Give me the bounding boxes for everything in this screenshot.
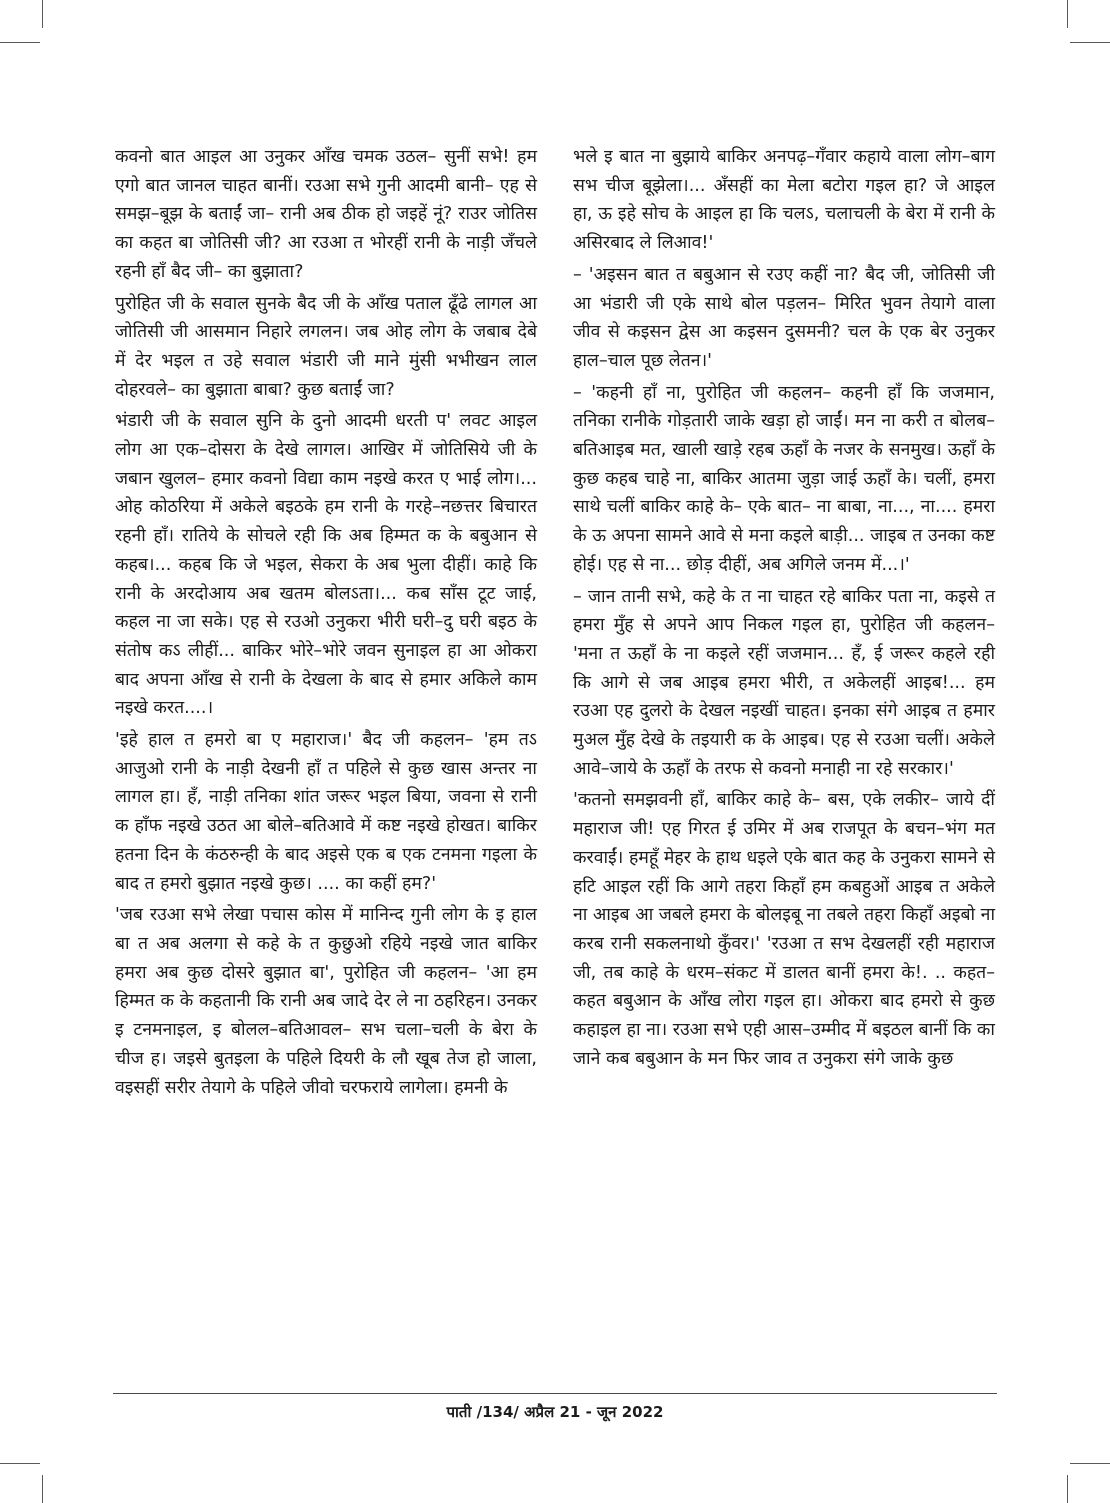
- page-footer: पाती /134/ अप्रैल 21 - जून 2022: [446, 1403, 664, 1421]
- paragraph: 'इहे हाल त हमरो बा ए महाराज।' बैद जी कहलन– 'हम तऽ आजुओ रानी के नाड़ी देखनी हाँ त पहिले से कुछ खास अन्तर ना लागल हा। हँ, नाड़ी तनिका शांत जरूर भइल बिया, जवना से रानी क हाँफ नइखे उठत आ बोले–बतिआवे में कष्ट नइखे होखत। बाकिर हतना दिन के कंठरुन्ही के बाद अइसे एक ब एक टनमना गइला के बाद त हमरो बुझात नइखे कुछ। .... का कहीं हम?': [115, 730, 537, 894]
- right-column: [573, 143, 995, 1077]
- paragraph: पुरोहित जी के सवाल सुनके बैद जी के आँख पताल ढूँढे लागल आ जोतिसी जी आसमान निहारे लगलन। जब ओह लोग के जबाब देबे में देर भइल त उहे सवाल भंडारी जी माने मुंसी भभीखन लाल दोहरवले– का बुझाता बाबा? कुछ बताईं जा?: [115, 293, 537, 400]
- paragraph: – 'अइसन बात त बबुआन से रउए कहीं ना? बैद जी, जोतिसी जी आ भंडारी जी एके साथे बोल पड़लन– मिरित भुवन तेयागे वाला जीव से कइसन द्वेस आ कइसन दुसमनी? चल के एक बेर उनुकर हाल–चाल पूछ लेतन।': [573, 264, 995, 371]
- footer-divider: [113, 1393, 997, 1394]
- paragraph: भंडारी जी के सवाल सुनि के दुनो आदमी धरती प' लवट आइल लोग आ एक–दोसरा के देखे लागल। आखिर में जोतिसिये जी के जबान खुलल– हमार कवनो विद्या काम नइखे करत ए भाई लोग।... ओह कोठरिया में अकेले बइठके हम रानी के गरहे–नछत्तर बिचारत रहनी हाँ। रातिये के सोचले रही कि अब हिम्मत क के बबुआन से कहब।... कहब कि जे भइल, सेकरा के अब भुला दीहीं। काहे कि रानी के अरदोआय अब खतम बोलऽता।... कब साँस टूट जाई, कहल ना जा सके। एह से रउओ उनुकरा भीरी घरी–दु घरी बइठ के संतोष कऽ लीहीं... बाकिर भोरे–भोरे जवन सुनाइल हा आ ओकरा बाद अपना आँख से रानी के देखला के बाद से हमार अकिले काम नइखे करत....।: [115, 411, 537, 719]
- crop-mark: [42, 0, 43, 28]
- crop-mark: [0, 1463, 40, 1464]
- paragraph: 'कतनो समझवनी हाँ, बाकिर काहे के– बस, एके लकीर– जाये दीं महाराज जी! एह गिरत ई उमिर में अब राजपूत के बचन–भंग मत करवाईं। हमहूँ मेहर के हाथ धइले एके बात कह के उनुकरा सामने से हटि आइल रहीं कि आगे तहरा किहाँ हम कबहुओं आइब त अकेले ना आइब आ जबले हमरा के बोलइबू ना तबले तहरा किहाँ अइबो ना करब रानी सकलनाथो कुँवर।' 'रउआ त सभ देखलहीं रही महाराज जी, तब काहे के धरम–संकट में डालत बानीं हमरा के!. .. कहत–कहत बबुआन के आँख लोरा गइल हा। ओकरा बाद हमरो से कुछ कहाइल हा ना। रउआ सभे एही आस–उम्मीद में बइठल बानीं कि का जाने कब बबुआन के मन फिर जाव त उनुकरा संगे जाके कुछ: [573, 790, 995, 1069]
- paragraph: कवनो बात आइल आ उनुकर आँख चमक उठल– सुनीं सभे! हम एगो बात जानल चाहत बानीं। रउआ सभे गुनी आदमी बानी– एह से समझ–बूझ के बताईं जा– रानी अब ठीक हो जइहें नूं? राउर जोतिस का कहत बा जोतिसी जी? आ रउआ त भोरहीं रानी के नाड़ी जँचले रहनी हाँ बैद जी– का बुझाता?: [115, 147, 537, 282]
- paragraph: 'जब रउआ सभे लेखा पचास कोस में मानिन्द गुनी लोग के इ हाल बा त अब अलगा से कहे के त कुछुओ रहिये नइखे जात बाकिर हमरा अब कुछ दोसरे बुझात बा', पुरोहित जी कहलन– 'आ हम हिम्मत क के कहतानी कि रानी अब जादे देर ले ना ठहरिहन। उनकर इ टनमनाइल, इ बोलल–बतिआवल– सभ चला–चली के बेरा के चीज ह। जइसे बुतइला के पहिले दियरी के लौ खूब तेज हो जाला, वइसहीं सरीर तेयागे के पहिले जीवो चरफराये लागेला। हमनी के: [115, 905, 537, 1098]
- crop-mark: [1067, 0, 1068, 28]
- paragraph: – जान तानी सभे, कहे के त ना चाहत रहे बाकिर पता ना, कइसे त हमरा मुँह से अपने आप निकल गइल हा, पुरोहित जी कहलन– 'मना त ऊहाँ के ना कइले रहीं जजमान... हँ, ई जरूर कहले रही कि आगे से जब आइब हमरा भीरी, त अकेलहीं आइब!... हम रउआ एह दुलरो के देखल नइखीं चाहत। इनका संगे आइब त हमार मुअल मुँह देखे के तइयारी क के आइब। एह से रउआ चलीं। अकेले आवे–जाये के ऊहाँ के तरफ से कवनो मनाही ना रहे सरकार।': [573, 586, 995, 779]
- paragraph: – 'कहनी हाँ ना, पुरोहित जी कहलन– कहनी हाँ कि जजमान, तनिका रानीके गोड़तारी जाके खड़ा हो जाईं। मन ना करी त बोलब–बतिआइब मत, खाली खाड़े रहब ऊहाँ के नजर के सनमुख। ऊहाँ के कुछ कहब चाहे ना, बाकिर आतमा जुड़ा जाई ऊहाँ के। चलीं, हमरा साथे चलीं बाकिर काहे के– एके बात– ना बाबा, ना..., ना.... हमरा के ऊ अपना सामने आवे से मना कइले बाड़ी... जाइब त उनका कष्ट होई। एह से ना... छोड़ दीहीं, अब अगिले जनम में...।': [573, 382, 995, 575]
- crop-mark: [1070, 1463, 1110, 1464]
- crop-mark: [0, 42, 40, 43]
- paragraph: भले इ बात ना बुझाये बाकिर अनपढ़–गँवार कहाये वाला लोग–बाग सभ चीज बूझेला।... अँसहीं का मेला बटोरा गइल हा? जे आइल हा, ऊ इहे सोच के आइल हा कि चलऽ, चलाचली के बेरा में रानी के असिरबाद ले लिआव!': [573, 147, 995, 254]
- crop-mark: [42, 1475, 43, 1503]
- left-column: [115, 143, 537, 1105]
- crop-mark: [1067, 1475, 1068, 1503]
- crop-mark: [1070, 42, 1110, 43]
